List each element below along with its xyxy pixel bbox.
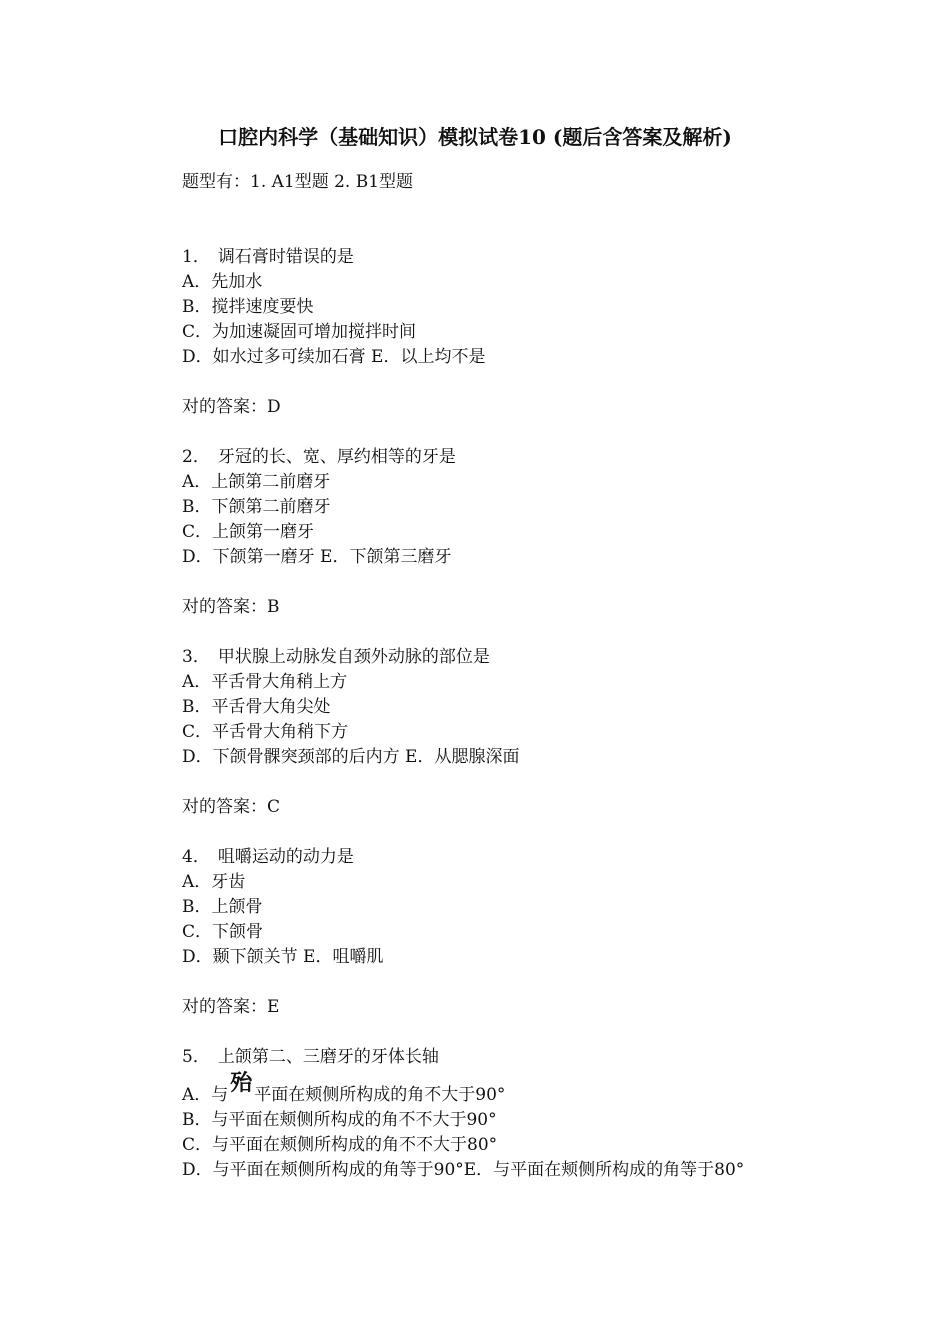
- correct-answer: [182, 795, 882, 820]
- question-stem: [182, 445, 882, 470]
- question-stem: [182, 645, 882, 670]
- answer-prefix: 对的答案：: [182, 797, 267, 817]
- option-b: B．搅拌速度要快: [182, 297, 314, 317]
- question-number: 3．: [182, 647, 210, 667]
- answer-prefix: 对的答案：: [182, 997, 267, 1017]
- question-2: [182, 445, 882, 620]
- question-stem: [182, 245, 882, 270]
- question-types-line: 题型有：1. A1型题 2. B1型题: [182, 172, 414, 192]
- question-stem: [182, 845, 882, 870]
- option-b: B．下颌第二前磨牙: [182, 497, 331, 517]
- option-a-prefix: A．与: [182, 1085, 229, 1105]
- question-number: 1．: [182, 247, 210, 267]
- answer-prefix: 对的答案：: [182, 397, 267, 417]
- question-stem: [182, 1045, 882, 1070]
- option-b: B．与平面在颊侧所构成的角不不大于90°: [182, 1110, 497, 1130]
- question-text: 牙冠的长、宽、厚约相等的牙是: [217, 447, 456, 467]
- option-c: C．为加速凝固可增加搅拌时间: [182, 322, 417, 342]
- correct-answer: [182, 595, 882, 620]
- option-a-suffix: 平面在颊侧所构成的角不大于90°: [254, 1085, 506, 1105]
- question-text: 上颌第二、三磨牙的牙体长轴: [217, 1047, 439, 1067]
- question-number: 2．: [182, 447, 210, 467]
- occlusal-glyph-image: 殆: [230, 1070, 253, 1096]
- option-c: C．与平面在颊侧所构成的角不不大于80°: [182, 1135, 498, 1155]
- question-3: [182, 645, 882, 820]
- question-text: 甲状腺上动脉发自颈外动脉的部位是: [217, 647, 490, 667]
- option-d-e: D．颞下颌关节 E．咀嚼肌: [182, 947, 384, 967]
- option-a: A．平舌骨大角稍上方: [182, 672, 348, 692]
- question-4: [182, 845, 882, 1020]
- option-c: C．上颌第一磨牙: [182, 522, 315, 542]
- question-number: 5．: [182, 1047, 210, 1067]
- question-1: [182, 245, 882, 420]
- answer-value: E: [267, 997, 280, 1017]
- option-d-e: D．下颌第一磨牙 E．下颌第三磨牙: [182, 547, 452, 567]
- question-number: 4．: [182, 847, 210, 867]
- answer-prefix: 对的答案：: [182, 597, 267, 617]
- question-text: 咀嚼运动的动力是: [217, 847, 354, 867]
- document-title: 口腔内科学（基础知识）模拟试卷10 (题后含答案及解析): [218, 125, 732, 149]
- option-b: B．上颌骨: [182, 897, 263, 917]
- option-b: B．平舌骨大角尖处: [182, 697, 331, 717]
- question-5: [182, 1045, 882, 1183]
- option-a: A．牙齿: [182, 872, 246, 892]
- answer-value: B: [267, 597, 280, 617]
- option-d-e: D．与平面在颊侧所构成的角等于90°E．与平面在颊侧所构成的角等于80°: [182, 1160, 745, 1180]
- option-a: A．先加水: [182, 272, 263, 292]
- option-a: [182, 1070, 882, 1108]
- correct-answer: [182, 995, 882, 1020]
- question-list: [182, 245, 882, 1208]
- option-d-e: D．如水过多可续加石膏 E．以上均不是: [182, 347, 486, 367]
- option-d-e: D．下颌骨髁突颈部的后内方 E．从腮腺深面: [182, 747, 520, 767]
- option-a: A．上颌第二前磨牙: [182, 472, 331, 492]
- option-c: C．平舌骨大角稍下方: [182, 722, 349, 742]
- correct-answer: [182, 395, 882, 420]
- question-text: 调石膏时错误的是: [217, 247, 354, 267]
- option-c: C．下颌骨: [182, 922, 264, 942]
- answer-value: D: [267, 397, 281, 417]
- answer-value: C: [267, 797, 281, 817]
